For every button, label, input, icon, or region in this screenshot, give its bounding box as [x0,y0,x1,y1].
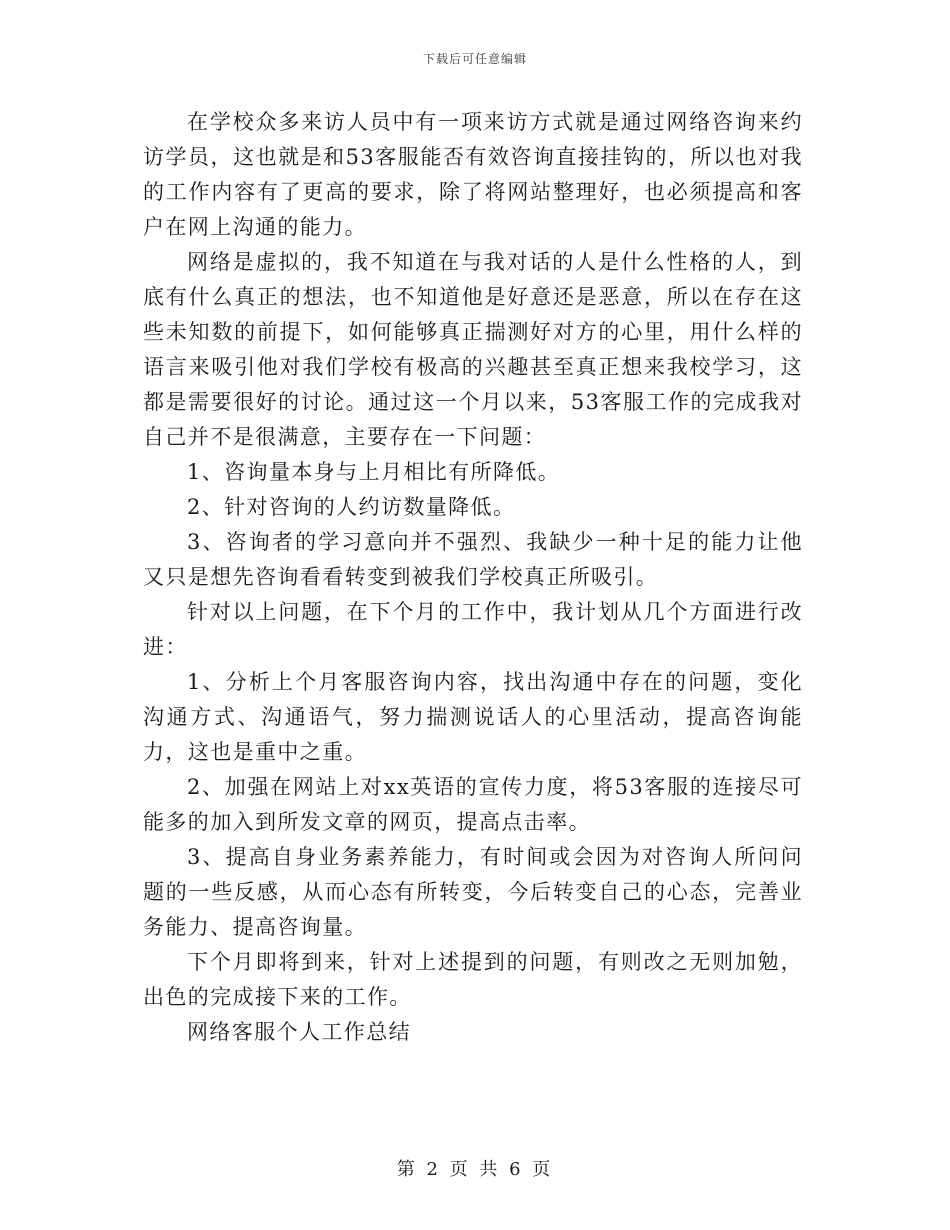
section-title: 网络客服个人工作总结 [187,1020,411,1044]
paragraph-closing: 下个月即将到来，针对上述提到的问题，有则改之无则加勉，出色的完成接下来的工作。 [143,950,803,1009]
plan-intro: 针对以上问题，在下个月的工作中，我计划从几个方面进行改进： [143,600,803,659]
page-number: 第 2 页 共 6 页 [396,1159,554,1180]
plan-item-3: 3、提高自身业务素养能力，有时间或会因为对咨询人所问问题的一些反感，从而心态有所转变，今后转变自己的心态，完善业务能力、提高咨询量。 [143,845,803,939]
document-body [143,105,803,1050]
header-note: 下载后可任意编辑 [422,52,527,66]
problem-item-3: 3、咨询者的学习意向并不强烈、我缺少一种十足的能力让他又只是想先咨询看看转变到被我们学校真正所吸引。 [143,530,803,589]
problem-item-2: 2、针对咨询的人约访数量降低。 [187,495,516,519]
paragraph-virtual-network: 网络是虚拟的，我不知道在与我对话的人是什么性格的人，到底有什么真正的想法，也不知道他是好意还是恶意，所以在存在这些未知数的前提下，如何能够真正揣测好对方的心里，用什么样的语言来吸引他对我们学校有极高的兴趣甚至真正想来我校学习，这都是需要很好的讨论。通过这一个月以来，53客服工作的完成我对自己并不是很满意，主要存在一下问题： [143,250,803,449]
plan-item-2: 2、加强在网站上对xx英语的宣传力度，将53客服的连接尽可能多的加入到所发文章的网页，提高点击率。 [143,775,803,834]
plan-item-1: 1、分析上个月客服咨询内容，找出沟通中存在的问题，变化沟通方式、沟通语气，努力揣测说话人的心里活动，提高咨询能力，这也是重中之重。 [143,670,803,764]
paragraph-intro: 在学校众多来访人员中有一项来访方式就是通过网络咨询来约访学员，这也就是和53客服能否有效咨询直接挂钩的，所以也对我的工作内容有了更高的要求，除了将网站整理好，也必须提高和客户在网上沟通的能力。 [143,110,803,239]
problem-item-1: 1、咨询量本身与上月相比有所降低。 [187,460,561,484]
